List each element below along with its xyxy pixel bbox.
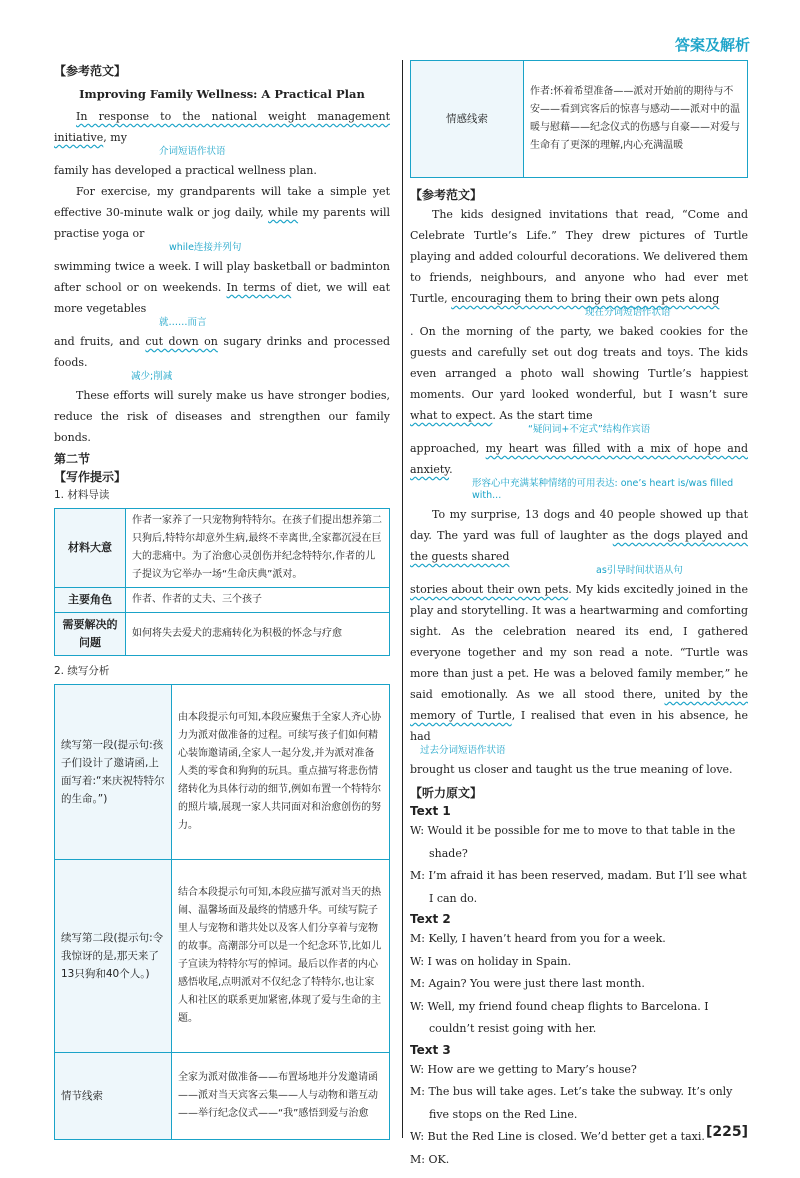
table-row <box>55 685 390 860</box>
table-row <box>55 588 390 613</box>
annotation: 就……而言 <box>159 317 207 328</box>
underlined-phrase: encouraging them to bring their own pets along <box>451 292 720 305</box>
essay-title: Improving Family Wellness: A Practical Plan <box>79 87 365 101</box>
text: , I realised that even in his absence, he had <box>410 709 749 743</box>
dialog-line: M: Again? You were just there last month. <box>410 977 645 990</box>
right-column <box>410 60 748 1171</box>
writing-tips-heading: 【写作提示】 <box>54 470 127 484</box>
text: approached, <box>410 442 486 455</box>
essay-paragraph-2 <box>54 181 390 244</box>
text: diet, we will eat more vegetables <box>54 281 390 315</box>
essay-text: family has developed a practical wellness plan. <box>54 164 317 177</box>
underlined-phrase: cut down on <box>145 335 218 348</box>
story-text <box>410 579 748 747</box>
left-column <box>54 62 390 1140</box>
annotation: “疑问词+不定式”结构作宾语 <box>528 424 651 435</box>
story-paragraph-2 <box>410 504 748 567</box>
table-key: 续写第二段(提示句:令我惊讶的是,那天来了13只狗和40个人。) <box>55 860 172 1053</box>
text: The kids designed invitations that read, “Come and Celebrate Turtle’s Life.” They drew pictures of Turtle playing and added colourful decorations. We delivered them to friends, neighbours, and anyone who had ever met Turtle, <box>410 208 748 305</box>
underlined-phrase: In terms of <box>226 281 292 294</box>
essay-paragraph-1 <box>54 106 390 148</box>
underlined-phrase: while <box>268 206 299 219</box>
dialog-line: M: Kelly, I haven’t heard from you for a week. <box>410 932 666 945</box>
underlined-phrase: united by the memory of Turtle <box>410 688 748 722</box>
dialog-line: M: The bus will take ages. Let’s take the subway. It’s only five stops on the Red Line. <box>410 1085 733 1121</box>
essay-text <box>54 256 390 319</box>
story-text <box>410 321 748 426</box>
underlined-phrase: stories about their own pets <box>410 583 569 596</box>
ref-heading: 【参考范文】 <box>410 188 483 202</box>
table-key: 主要角色 <box>55 588 126 613</box>
column-divider <box>402 60 403 1138</box>
story-text <box>410 438 748 480</box>
table-key: 情感线索 <box>411 61 524 178</box>
dialog-line: W: Would it be possible for me to move to that table in the shade? <box>410 824 736 860</box>
table-key: 需要解决的问题 <box>55 613 126 656</box>
analysis-heading: 2. 续写分析 <box>54 665 110 677</box>
text: . As the start time <box>492 409 593 422</box>
annotation: 介词短语作状语 <box>159 146 226 157</box>
annotation: while连接并列句 <box>169 242 242 253</box>
table-key: 材料大意 <box>55 509 126 588</box>
story-paragraph-1 <box>410 204 748 309</box>
text: and fruits, and <box>54 335 146 348</box>
annotation: 现在分词短语作状语 <box>585 307 671 318</box>
table-row <box>411 61 748 178</box>
text: To my surprise, 13 dogs and 40 people showed up that day. The yard was full of laughter <box>410 508 748 542</box>
material-table <box>54 508 390 656</box>
dialog-line: W: I was on holiday in Spain. <box>410 954 572 968</box>
dialog-line: W: But the Red Line is closed. We’d better get a taxi. <box>410 1130 705 1143</box>
dialog-line: W: How are we getting to Mary’s house? <box>410 1062 637 1076</box>
text: . My kids excitedly joined in the play and storytelling. It was a heartwarming and comforting sight. As the celebration neared its end, I gathered everyone together and my son read a note. “Turtle was more than just a pet. He was a beloved family member,” he said emotionally. As we all stood there, <box>410 583 748 701</box>
text-title: Text 2 <box>410 912 451 926</box>
essay-text <box>54 331 390 373</box>
table-value: 由本段提示句可知,本段应聚焦于全家人齐心协力为派对做准备的过程。可续写孩子们如何精心装饰邀请函,全家人一起分发,并为派对准备人类的零食和狗狗的玩具。重点描写将悲伤情绪转化为具体行动的细节,例如布置一个特特尔的照片墙,展现一家人共同面对和治愈创伤的努力。 <box>172 685 390 860</box>
section-heading: 第二节 <box>54 452 91 466</box>
page-number: [225] <box>705 1124 748 1140</box>
annotation: 形容心中充满某种情绪的可用表达: one’s heart is/was filled with... <box>472 478 734 501</box>
material-heading: 1. 材料导读 <box>54 489 110 501</box>
table-row <box>55 613 390 656</box>
table-row <box>55 1053 390 1140</box>
text: , my <box>103 131 127 144</box>
text: . <box>449 463 453 476</box>
text: swimming twice a week. I will play basketball or badminton after school or on weekends. <box>54 260 390 294</box>
emotion-table <box>410 60 748 178</box>
analysis-table <box>54 684 390 1140</box>
dialog-line: M: I’m afraid it has been reserved, madam. But I’ll see what I can do. <box>410 869 747 905</box>
essay-paragraph-3: These efforts will surely make us have stronger bodies, reduce the risk of diseases and strengthen our family bonds. <box>54 389 390 444</box>
underlined-phrase: In response to the national weight management initiative <box>54 110 390 144</box>
text: my parents will practise yoga or <box>54 206 390 240</box>
annotation: 过去分词短语作状语 <box>420 745 506 756</box>
table-value: 作者:怀着希望准备——派对开始前的期待与不安——看到宾客后的惊喜与感动——派对中的温暖与慰藉——纪念仪式的伤感与自豪——对爱与生命有了更深的理解,内心充满温暖 <box>524 61 748 178</box>
table-value: 作者、作者的丈夫、三个孩子 <box>126 588 390 613</box>
text: sugary drinks and processed foods. <box>54 335 391 369</box>
table-value: 如何将失去爱犬的悲痛转化为积极的怀念与疗愈 <box>126 613 390 656</box>
table-value: 全家为派对做准备——布置场地并分发邀请函——派对当天宾客云集——人与动物和谐互动——举行纪念仪式——“我”感悟到爱与治愈 <box>172 1053 390 1140</box>
underlined-phrase: as the dogs played and the guests shared <box>410 529 749 563</box>
story-text: brought us closer and taught us the true meaning of love. <box>410 763 733 776</box>
underlined-phrase: what to expect <box>410 409 493 422</box>
header-title: 答案及解析 <box>674 36 750 54</box>
text-title: Text 3 <box>410 1042 451 1057</box>
dialog-line: W: Well, my friend found cheap flights to Barcelona. I couldn’t resist going with her. <box>410 999 709 1035</box>
table-value: 结合本段提示句可知,本段应描写派对当天的热闹、温馨场面及最终的情感升华。可续写院子里人与宠物和谐共处以及客人们分享着与宠物的故事。高潮部分可以是一个纪念环节,比如儿子宣读为特特尔写的悼词。最后以作者的内心感悟收尾,点明派对不仅纪念了特特尔,也让家人和社区的联系更加紧密,体现了爱与生命的主题。 <box>172 860 390 1053</box>
text-title: Text 1 <box>410 804 451 818</box>
dialog-line: M: OK. <box>410 1152 450 1166</box>
annotation: as引导时间状语从句 <box>596 565 683 576</box>
table-key: 续写第一段(提示句:孩子们设计了邀请函,上面写着:“来庆祝特特尔的生命。”) <box>55 685 172 860</box>
annotation: 减少;削减 <box>131 371 173 382</box>
table-value: 作者一家养了一只宠物狗特特尔。在孩子们提出想养第二只狗后,特特尔却意外生病,最终不幸离世,全家都沉浸在巨大的悲痛中。为了治愈心灵创伤并纪念特特尔,作者的儿子提议为它举办一场“生命庆典”派对。 <box>126 509 390 588</box>
text: For exercise, my grandparents will take a simple yet effective 30-minute walk or jog daily, <box>54 185 390 219</box>
ref-heading: 【参考范文】 <box>54 64 127 78</box>
table-key: 情节线索 <box>55 1053 172 1140</box>
listening-heading: 【听力原文】 <box>410 786 483 800</box>
underlined-phrase: my heart was filled with a mix of hope and anxiety <box>410 442 748 476</box>
text: . On the morning of the party, we baked cookies for the guests and carefully set out dog treats and toys. The kids even arranged a photo wall showing Turtle’s happiest moments. Our yard looked wonderful, but I wasn’t sure <box>410 325 748 401</box>
table-row <box>55 509 390 588</box>
table-row <box>55 860 390 1053</box>
